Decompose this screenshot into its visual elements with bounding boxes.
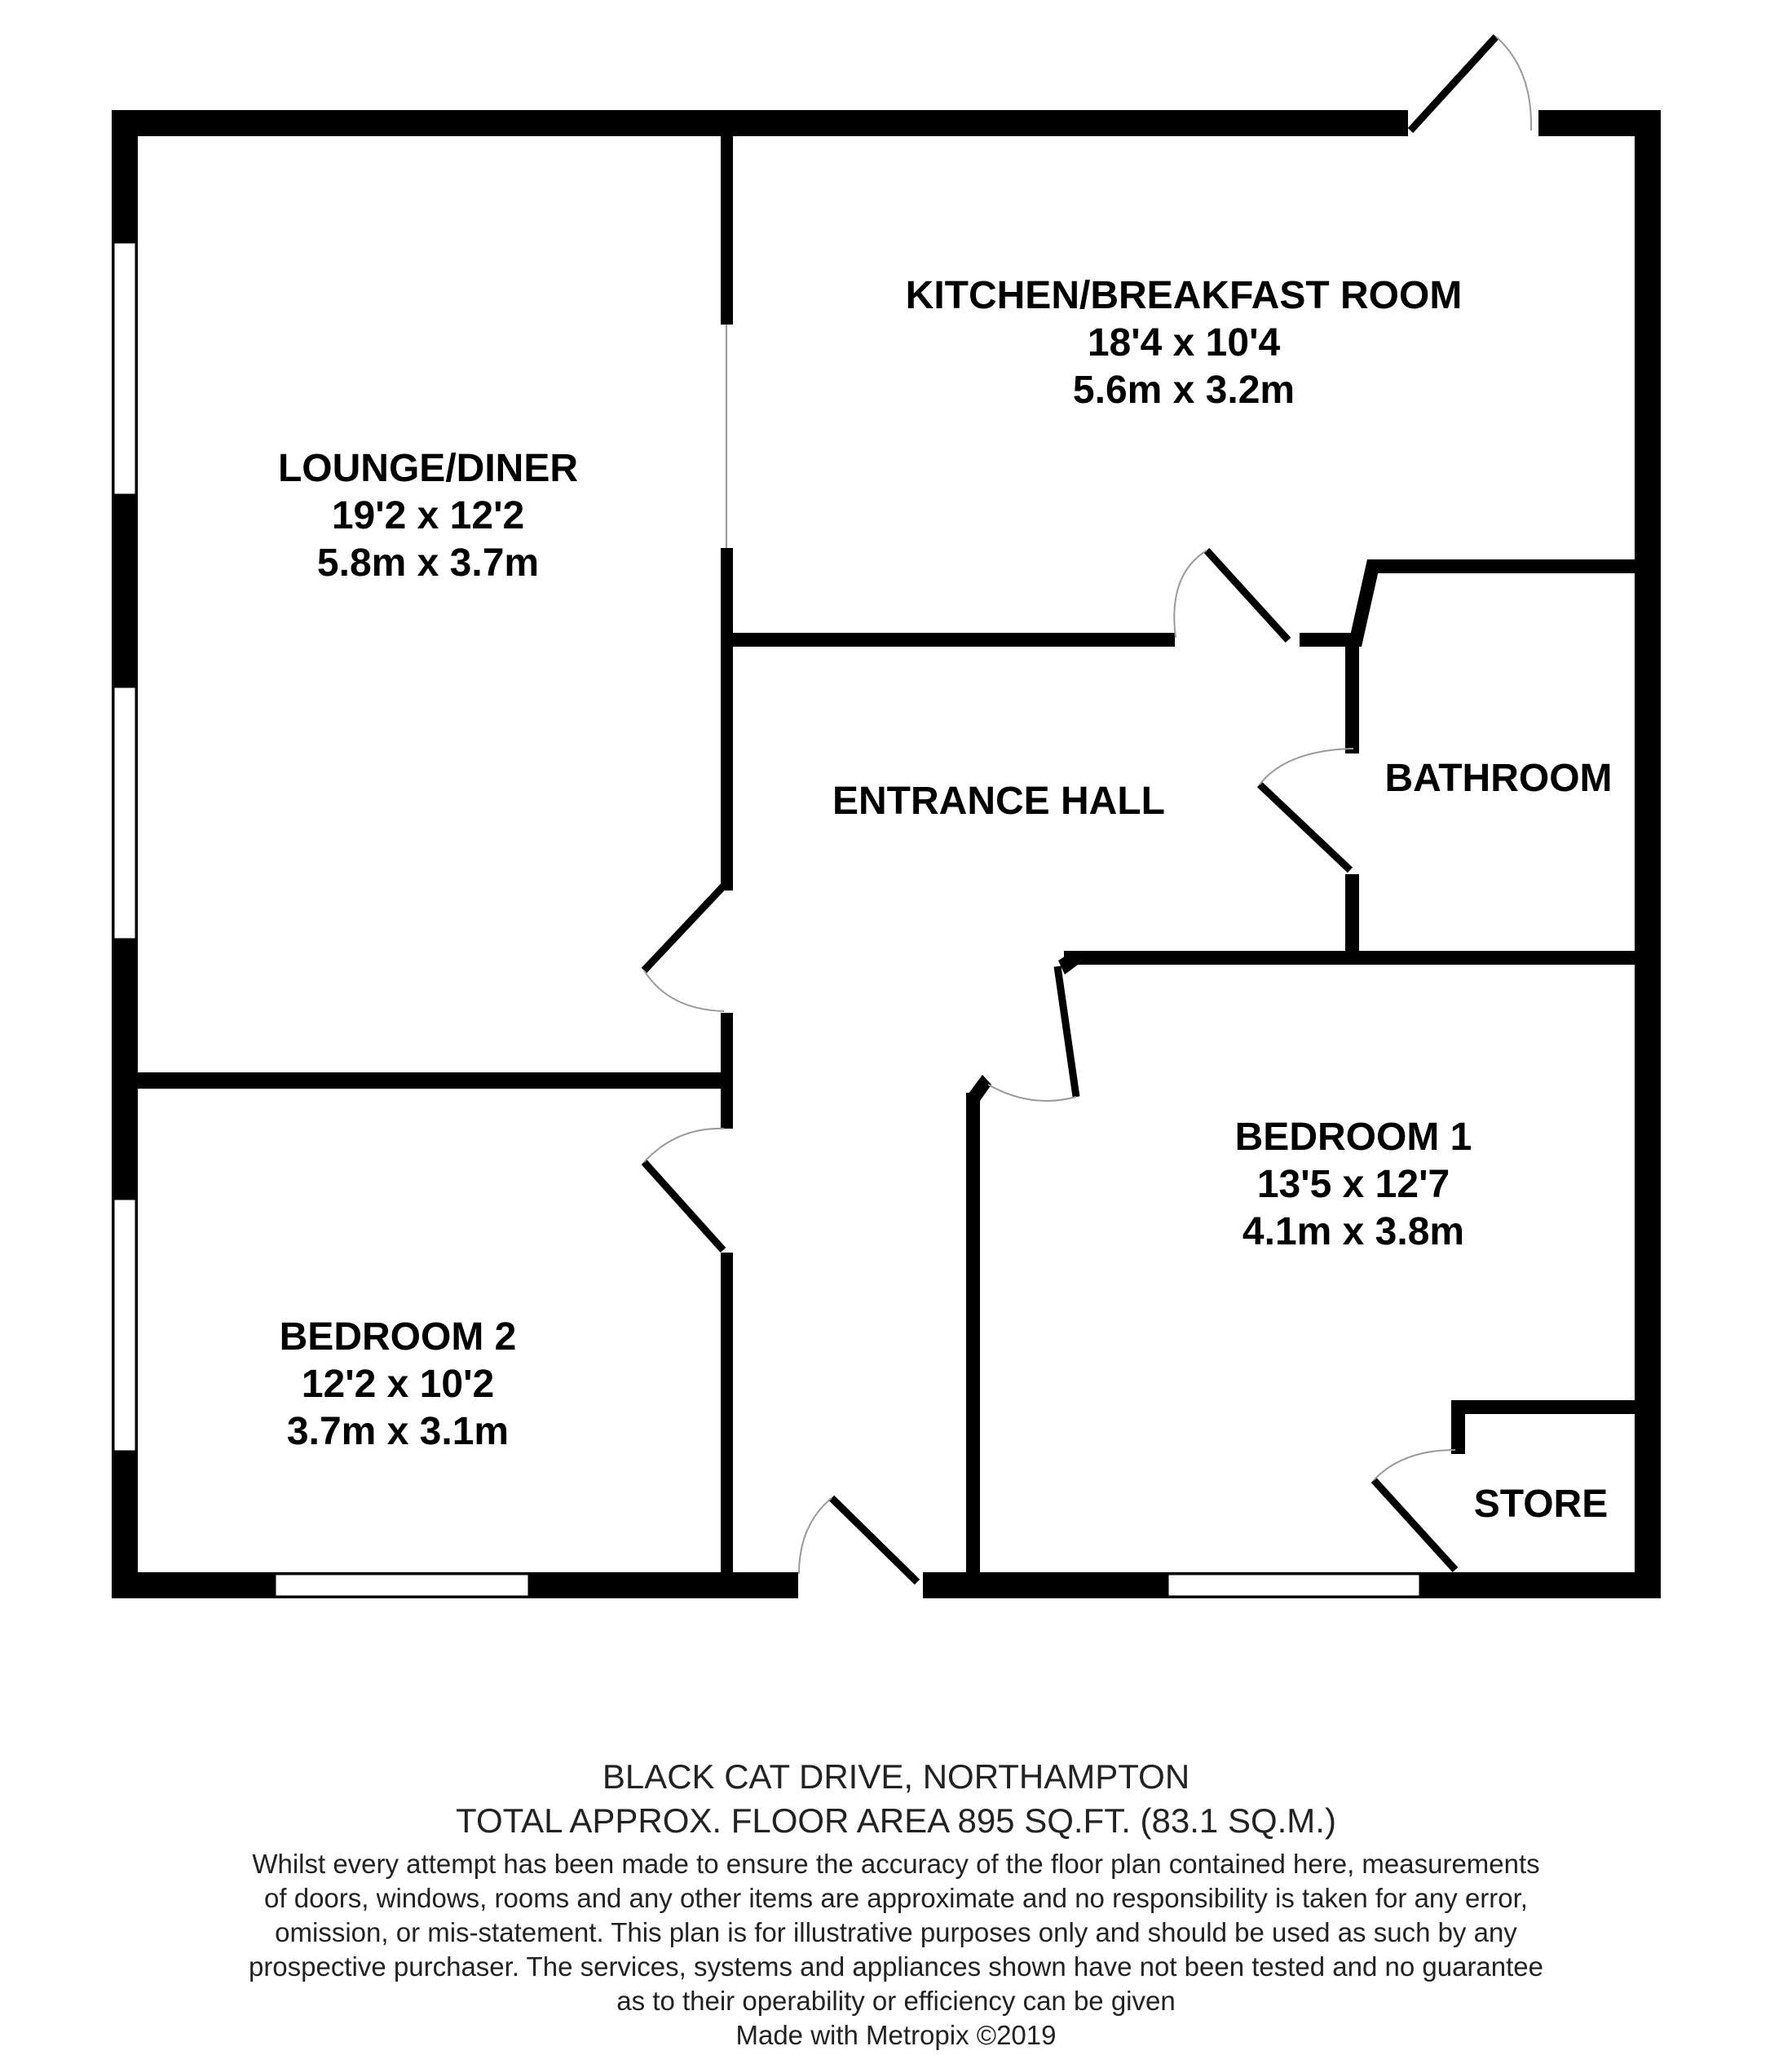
door-swing-kitchen	[1174, 550, 1207, 638]
disclaimer-line: as to their operability or efficiency can be given	[616, 1986, 1176, 2016]
wall-lounge-kitchen-upper	[721, 133, 733, 325]
door-leaf-store	[1374, 1480, 1455, 1570]
wall-kitchen-hall-left	[733, 633, 1175, 647]
bedroom2-name: BEDROOM 2	[279, 1315, 517, 1359]
lounge-imperial: 19'2 x 12'2	[331, 494, 525, 537]
window-bedroom2-bottom	[275, 1574, 529, 1597]
bathroom-name: BATHROOM	[1384, 757, 1613, 800]
store-name: STORE	[1473, 1483, 1609, 1526]
door-leaf-entrance	[832, 1498, 917, 1582]
footer-address-block	[0, 1755, 1792, 1843]
disclaimer-line: omission, or mis-statement. This plan is for illustrative purposes only and should be used as such by any	[275, 1917, 1517, 1947]
footer-disclaimer	[0, 1847, 1792, 2053]
hall-name: ENTRANCE HALL	[832, 780, 1165, 823]
footer-address: BLACK CAT DRIVE, NORTHAMPTON	[602, 1757, 1190, 1796]
wall-bedroom1-top	[1064, 951, 1644, 965]
wall-bedroom1-corner-left	[966, 1075, 991, 1101]
door-leaf-lounge	[644, 886, 723, 970]
door-leaf-bathroom	[1260, 784, 1350, 870]
window-lounge-upper	[113, 242, 136, 495]
door-swing-external	[1496, 37, 1531, 130]
door-swing-bedroom2	[644, 1129, 724, 1162]
door-swing-entrance	[799, 1498, 832, 1574]
outer-wall-right	[1635, 110, 1661, 1598]
bedroom2-metric: 3.7m x 3.1m	[286, 1410, 510, 1453]
room-labels	[278, 274, 1613, 1526]
disclaimer-line: prospective purchaser. The services, systems and appliances shown have not been tested and no guarantee	[248, 1951, 1544, 1982]
door-leaf-bedroom1	[1057, 966, 1076, 1097]
door-swing-store	[1374, 1450, 1455, 1480]
window-lounge-lower	[113, 687, 136, 939]
disclaimer-line: Whilst every attempt has been made to ensure the accuracy of the floor plan contained here, measurements	[252, 1849, 1540, 1879]
bedroom1-name: BEDROOM 1	[1234, 1116, 1472, 1159]
wall-bathroom-left-upper	[1345, 633, 1359, 754]
door-leaf-bedroom2	[644, 1162, 723, 1250]
disclaimer-line: of doors, windows, rooms and any other items are approximate and no responsibility is taken for any error,	[264, 1883, 1528, 1913]
footer-credit: Made with Metropix ©2019	[735, 2020, 1057, 2050]
bedroom1-imperial: 13'5 x 12'7	[1256, 1163, 1450, 1206]
kitchen-metric: 5.6m x 3.2m	[1072, 369, 1295, 412]
lounge-name: LOUNGE/DINER	[277, 447, 579, 490]
kitchen-imperial: 18'4 x 10'4	[1087, 321, 1281, 365]
lounge-metric: 5.8m x 3.7m	[316, 541, 540, 585]
wall-lounge-hall-lower	[721, 1013, 733, 1129]
bedroom1-metric: 4.1m x 3.8m	[1242, 1210, 1465, 1253]
wall-lounge-kitchen-lower	[721, 548, 733, 890]
window-bedroom2-side	[113, 1199, 136, 1452]
footer-area: TOTAL APPROX. FLOOR AREA 895 SQ.FT. (83.1 SQ.M.)	[456, 1801, 1336, 1840]
kitchen-name: KITCHEN/BREAKFAST ROOM	[905, 274, 1463, 317]
wall-lounge-bedroom2	[138, 1072, 733, 1089]
door-leaf-external	[1410, 37, 1496, 130]
wall-bathroom-left-lower	[1345, 874, 1359, 957]
outer-wall-top	[112, 110, 1408, 136]
window-bedroom1-bottom	[1167, 1574, 1420, 1597]
door-swing-lounge	[644, 970, 724, 1011]
door-leaf-kitchen	[1207, 550, 1288, 640]
wall-bathroom-top	[1367, 559, 1644, 573]
wall-store-top	[1451, 1400, 1644, 1414]
bedroom2-imperial: 12'2 x 10'2	[301, 1363, 495, 1406]
wall-bedroom1-left	[966, 1093, 980, 1580]
door-swing-bedroom1	[988, 1085, 1076, 1101]
wall-store-left	[1451, 1400, 1465, 1454]
wall-hall-bedroom2-lower	[721, 1253, 733, 1579]
door-swing-bathroom	[1260, 749, 1353, 784]
